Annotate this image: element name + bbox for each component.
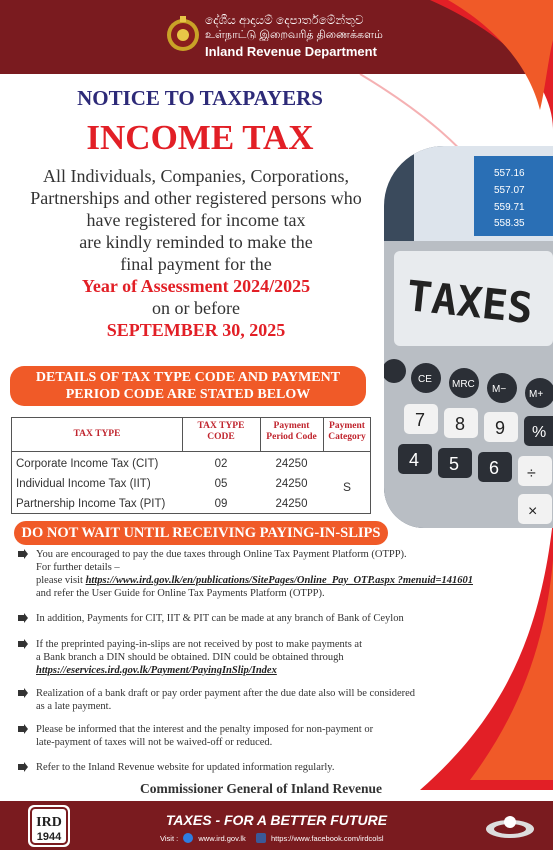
visit-label: Visit : bbox=[160, 833, 179, 843]
screen-value: 559.71 bbox=[494, 202, 525, 213]
key-label: 5 bbox=[449, 454, 460, 474]
warning-banner: DO NOT WAIT UNTIL RECEIVING PAYING-IN-SLIPS bbox=[14, 521, 388, 545]
list-item-text: please visit bbox=[36, 575, 86, 586]
facebook-link[interactable]: https://www.facebook.com/irdcolsl bbox=[270, 833, 384, 843]
notice-title: NOTICE TO TAXPAYERS bbox=[77, 86, 323, 110]
key-label: 4 bbox=[409, 450, 420, 470]
screen-value: 557.07 bbox=[494, 185, 525, 196]
signature: Commissioner General of Inland Revenue bbox=[140, 781, 382, 796]
table-row-code: 02 bbox=[214, 458, 228, 470]
calculator-photo bbox=[384, 146, 553, 528]
screen-value: 558.35 bbox=[494, 218, 525, 229]
table-row-code: 05 bbox=[214, 478, 228, 490]
header-payment-category bbox=[323, 421, 371, 443]
sri-lanka-emblem-icon bbox=[166, 14, 200, 56]
facebook-icon bbox=[256, 833, 266, 843]
body-line: have registered for income tax bbox=[86, 210, 306, 230]
header-sinhala-name: දේශීය ආදායම් දෙපාර්තමේන්තුව bbox=[205, 13, 364, 27]
deadline-date: SEPTEMBER 30, 2025 bbox=[106, 320, 286, 340]
list-item-text: For further details – bbox=[36, 562, 120, 573]
header-text: CODE bbox=[207, 432, 235, 442]
header-text: Category bbox=[328, 432, 366, 442]
logo-text: IRD bbox=[36, 815, 62, 830]
body-line: All Individuals, Companies, Corporations, bbox=[43, 166, 349, 186]
ird-emblem-icon bbox=[484, 814, 536, 840]
list-item-text bbox=[36, 574, 536, 587]
tax-code-table bbox=[11, 417, 371, 514]
list-item-text: late-payment of taxes will not be waived-off or reduced. bbox=[36, 737, 273, 748]
table-row-code: 09 bbox=[214, 498, 228, 510]
table-row-tax-type: Corporate Income Tax (CIT) bbox=[16, 458, 159, 470]
header-payment-period-code bbox=[260, 421, 323, 443]
footer-visit bbox=[160, 833, 384, 843]
body-line: final payment for the bbox=[120, 254, 272, 274]
footer-slogan: TAXES - FOR A BETTER FUTURE bbox=[165, 812, 388, 828]
taxes-keys: TAXES bbox=[404, 271, 536, 334]
header-text: Period Code bbox=[266, 432, 317, 442]
header-tax-type-code bbox=[182, 421, 260, 443]
notice-body bbox=[0, 165, 392, 341]
header-text: Payment bbox=[273, 421, 310, 431]
table-header-divider bbox=[12, 451, 370, 452]
on-or-before: on or before bbox=[152, 298, 240, 318]
list-item-text: and refer the User Guide for Online Tax Payments Platform (OTPP). bbox=[36, 588, 325, 599]
table-row-period: 24250 bbox=[275, 478, 308, 490]
year-of-assessment: Year of Assessment 2024/2025 bbox=[81, 276, 311, 296]
screen-value: 557.16 bbox=[494, 168, 525, 179]
key-label: 9 bbox=[495, 418, 506, 438]
list-item-text: a Bank branch a DIN should be obtained. DIN could be obtained through bbox=[36, 652, 344, 663]
key-label: M− bbox=[492, 384, 507, 395]
key-label: 6 bbox=[489, 458, 500, 478]
table-row-period: 24250 bbox=[275, 458, 308, 470]
list-item-text: Realization of a bank draft or pay order payment after the due date also will be considered bbox=[36, 688, 416, 699]
table-details-banner bbox=[10, 366, 366, 406]
bullet-arrow-icon bbox=[18, 724, 28, 734]
body-line: are kindly reminded to make the bbox=[79, 232, 313, 252]
body-line: Partnerships and other registered persons who bbox=[30, 188, 362, 208]
key-label: × bbox=[528, 503, 538, 520]
tax-name-title: INCOME TAX bbox=[86, 118, 314, 157]
list-item-text: You are encouraged to pay the due taxes through Online Tax Payment Platform (OTPP). bbox=[36, 549, 407, 560]
bullet-arrow-icon bbox=[18, 639, 28, 649]
bullet-arrow-icon bbox=[18, 549, 28, 559]
list-item-text: Please be informed that the interest and the penalty imposed for non-payment or bbox=[36, 724, 374, 735]
logo-year: 1944 bbox=[36, 831, 62, 843]
key-label: MRC bbox=[452, 379, 475, 390]
header-tax-type: TAX TYPE bbox=[73, 429, 121, 439]
key-label: 7 bbox=[415, 410, 426, 430]
header-text: TAX TYPE bbox=[197, 421, 245, 431]
bullet-arrow-icon bbox=[18, 762, 28, 772]
otpp-link[interactable]: https://www.ird.gov.lk/en/publications/SitePages/Online_Pay_OTP.aspx ?menuid=141601 bbox=[85, 575, 473, 586]
bullet-arrow-icon bbox=[18, 613, 28, 623]
key-label: CE bbox=[418, 374, 432, 385]
key-label: ÷ bbox=[527, 465, 536, 482]
banner-line: DETAILS OF TAX TYPE CODE AND PAYMENT bbox=[35, 370, 341, 385]
list-item-text: In addition, Payments for CIT, IIT & PIT can be made at any branch of Bank of Ceylon bbox=[36, 613, 404, 624]
payment-category-value: S bbox=[342, 480, 351, 494]
header-tamil-name: உள்நாட்டு இறைவரித் திணைக்களம் bbox=[205, 29, 383, 41]
key-label: M+ bbox=[529, 389, 544, 400]
header-text: Payment bbox=[329, 421, 365, 431]
key-label: 8 bbox=[455, 414, 466, 434]
din-link[interactable]: https://eservices.ird.gov.lk/Payment/PayingInSlip/Index bbox=[36, 665, 277, 676]
list-item-text: If the preprinted paying-in-slips are not received by post to make payments at bbox=[36, 639, 362, 650]
list-item-text: as a late payment. bbox=[36, 701, 112, 712]
bullet-arrow-icon bbox=[18, 688, 28, 698]
calculator-illustration bbox=[384, 146, 553, 528]
website-link[interactable]: www.ird.gov.lk bbox=[198, 833, 246, 843]
table-row-tax-type: Partnership Income Tax (PIT) bbox=[16, 498, 166, 510]
list-item-text: Refer to the Inland Revenue website for updated information regularly. bbox=[36, 762, 335, 773]
key-label: % bbox=[532, 424, 547, 441]
banner-line: PERIOD CODE ARE STATED BELOW bbox=[65, 387, 311, 402]
table-row-period: 24250 bbox=[275, 498, 308, 510]
globe-icon bbox=[183, 833, 193, 843]
header-english-name: Inland Revenue Department bbox=[205, 44, 377, 59]
header bbox=[0, 0, 553, 74]
table-row-tax-type: Individual Income Tax (IIT) bbox=[16, 478, 151, 490]
